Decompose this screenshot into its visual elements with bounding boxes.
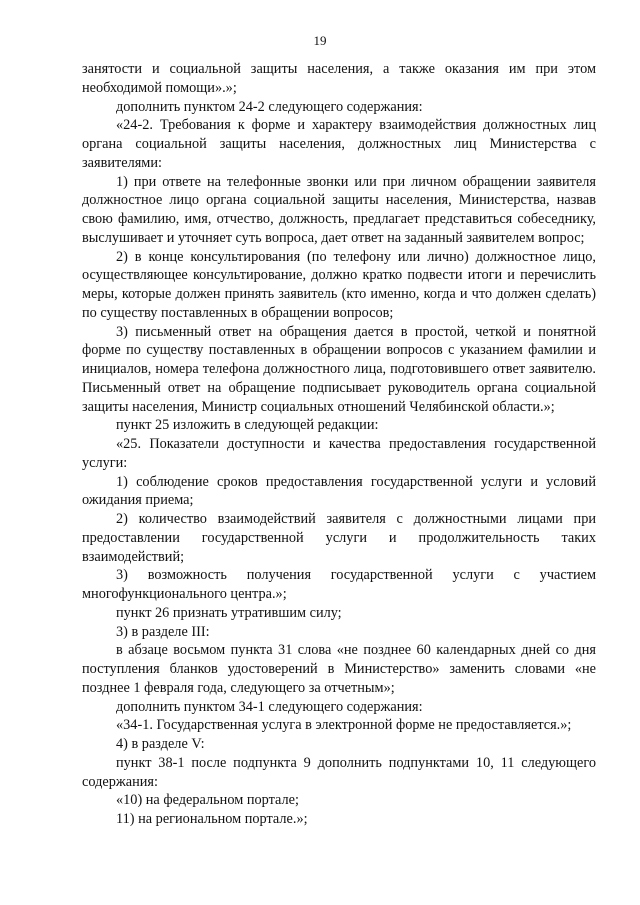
paragraph: в абзаце восьмом пункта 31 слова «не позднее 60 календарных дней со дня поступления бланков удостоверений в Министерство» заменить словами «не позднее 1 февраля года, следующего за отчетным»;: [82, 642, 596, 696]
paragraph: «34-1. Государственная услуга в электронной форме не предоставляется.»;: [116, 717, 572, 734]
paragraph: «25. Показатели доступности и качества предоставления государственной услуги:: [82, 436, 596, 471]
paragraph: 1) при ответе на телефонные звонки или при личном обращении заявителя должностное лицо органа социальной защиты населения, Министерства, назвав свою фамилию, имя, отчество, должность, предлагает представиться собеседнику, выслушивает и уточняет суть вопроса, дает ответ на заданный заявителем вопрос;: [82, 173, 596, 246]
paragraph: 11) на региональном портале.»;: [116, 811, 308, 827]
paragraph: 1) соблюдение сроков предоставления государственной услуги и условий ожидания приема;: [82, 473, 596, 509]
paragraph: 2) в конце консультирования (по телефону или лично) должностное лицо, осуществляющее консультирование, должно кратко подвести итоги и перечислить меры, которые должен принять заявитель (кто именно, когда и что должен сделать) по существу поставленных в обращении вопросов;: [82, 248, 596, 321]
paragraph: дополнить пунктом 34-1 следующего содержания:: [116, 698, 423, 715]
document-body: [82, 60, 596, 829]
page-number: 19: [313, 33, 327, 48]
paragraph: пункт 38-1 после подпункта 9 дополнить подпунктами 10, 11 следующего содержания:: [82, 754, 596, 790]
paragraph: 3) письменный ответ на обращения дается в простой, четкой и понятной форме по существу поставленных в обращении вопросов с указанием фамилии и инициалов, номера телефона должностного лица, подготовившего ответ заявителю. Письменный ответ на обращение подписывает руководитель органа социальной защиты населения, Министр социальных отношений Челябинской области.»;: [82, 323, 596, 415]
paragraph: пункт 25 изложить в следующей редакции:: [116, 417, 379, 434]
paragraph: 2) количество взаимодействий заявителя с должностными лицами при предоставлении государственной услуги и продолжительность таких взаимодействий;: [82, 511, 596, 565]
paragraph: пункт 26 признать утратившим силу;: [116, 604, 342, 621]
paragraph: «24-2. Требования к форме и характеру взаимодействия должностных лиц органа социальной защиты населения, должностных лиц Министерства с заявителями:: [82, 117, 596, 171]
paragraph: дополнить пунктом 24-2 следующего содержания:: [116, 98, 423, 115]
paragraph: 4) в разделе V:: [116, 736, 205, 752]
paragraph: занятости и социальной защиты населения, а также оказания им при этом необходимой помощи».»;: [82, 61, 596, 96]
paragraph: 3) возможность получения государственной услуги с участием многофункционального центра.»;: [82, 567, 596, 602]
paragraph: 3) в разделе III:: [116, 623, 210, 640]
paragraph: «10) на федеральном портале;: [116, 792, 299, 809]
